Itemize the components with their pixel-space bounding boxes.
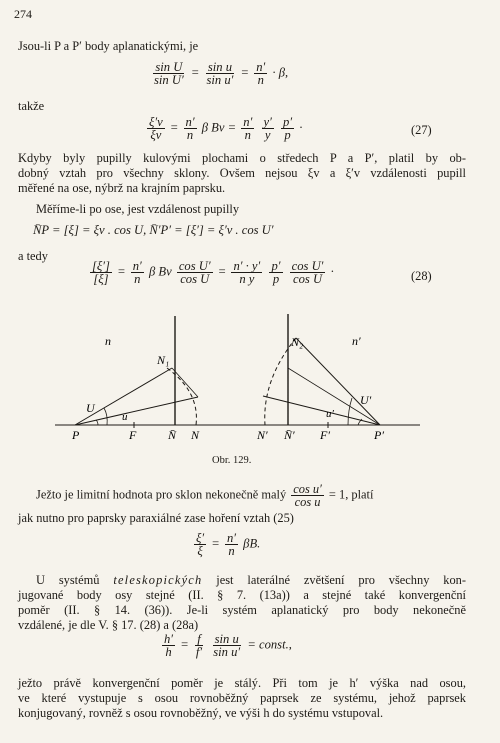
text-emphasis: teleskopických [113,573,203,587]
frac-num: n′ [226,531,237,545]
frac-den: ξv [150,128,162,142]
frac-den: f′ [195,645,203,659]
frac-num: n′ · y′ [233,259,261,273]
text-line: měřené na ose, nýbrž na krajním paprsku. [18,181,226,195]
frac-den: sin u′ [206,73,234,87]
frac-den: p [284,128,291,142]
frac-den: cos U [180,272,210,286]
word-takze: takže [18,99,45,113]
label-u-prime: u′ [326,408,334,420]
frac-den: n [244,128,251,142]
eq-tail: · [330,264,334,279]
frac-num: n′ [256,60,266,74]
label-N2: N₂ [291,335,304,349]
frac-num: sin U [155,60,183,74]
equation-number-27: (27) [411,123,432,137]
frac-num: n′ [185,115,195,129]
paragraph-axis: Měříme-li po ose, jest vzdálenost pupilly [36,202,240,216]
paragraph-pupils [18,151,466,196]
label-P: P [72,428,80,442]
label-n-left: n [105,334,111,348]
label-U: U [86,401,95,415]
label-N-prime: N′ [257,428,268,442]
paragraph-convergence [18,676,466,721]
text-line: poměr (II. § 14. (36)). Je-li systém aplanatický pro body nekonečně [18,603,466,617]
text-line: vzdálené, je dle V. § 17. (28) a (28a) [18,618,199,632]
text-segment: jest laterálné zvětšení pro všechny kon- [202,573,466,587]
text-line [18,573,466,588]
text-segment: = 1, platí [328,487,374,502]
label-F-prime: F′ [320,428,330,442]
equation-number-28: (28) [411,269,432,283]
label-Nbar: N̄ [168,428,177,442]
equation-25-recalled: $\frac{\xi'}{\xi}$ = $\frac{n'}{n}$ βB. [196,531,261,558]
frac-den: [ξ] [93,272,109,286]
equation-sine-ratio: $\frac{\text{sin U}}{\text{sin U′}}$ = $\frac{\text{sin u}}{\text{sin u′}}$ = $\frac{n'}{n}$ · β, [154,60,289,87]
eq-tail: βB. [243,536,261,551]
text-line: Kdyby byly pupilly kulovými plochami o středech P a P′, platil by ob- [18,151,466,165]
label-N1: N₁ [157,353,170,367]
label-P-prime: P′ [374,428,384,442]
frac-den: y [264,128,271,142]
equation-28: $\frac{[\xi']}{[\xi]}$ = $\frac{n'}{n}$ β Bv $\frac{\text{cos U′}}{\text{cos U}}$ = $\frac{n' \cdot y'}{\text{n y}}$ $\frac{p'}{p}$ $\frac{\text{cos U′}}{\text{cos U}}$ · [92,259,334,286]
text-line: jugované body osy stejné (II. § 7. (13a)) a stejné také konvergenční [18,588,466,602]
frac-num: f [197,632,201,646]
label-U-prime: U′ [360,393,372,407]
paragraph-limit [36,483,373,508]
frac-den: cos u [294,495,321,509]
label-F: F [129,428,137,442]
label-n-right: n′ [352,334,361,348]
text-line: ježto právě konvergenční poměr je stálý. Při tom je h′ výška nad osou, [18,676,466,690]
eq-tail: = const., [247,637,292,652]
frac-num: [ξ′] [92,259,110,273]
angle-U-prime-arc [348,398,352,425]
equation-27: $\frac{\xi'v}{\xi v}$ = $\frac{n'}{n}$ β Bv = $\frac{n'}{n}$ $\frac{y'}{y}$ $\frac{p'}{p}$ · [149,115,303,142]
frac-num: h′ [164,632,174,646]
paragraph-telescopic [18,573,466,633]
frac-num: sin u [207,60,233,74]
eq-tail: · β, [272,65,289,80]
frac-num: ξ′v [149,115,163,129]
eq-mid: β Bv [148,264,172,279]
ray-left-link [172,368,198,397]
frac-den: p [272,272,280,286]
frac-num: p′ [271,259,281,273]
frac-num: cos U′ [178,259,211,273]
eq-tail: · [299,120,303,135]
frac-den: n [257,73,264,87]
frac-den: sin U′ [154,73,184,87]
label-Nbar-prime: N̄′ [284,428,295,442]
frac-den: n [186,128,194,142]
label-N: N [191,428,200,442]
frac-num: p′ [283,115,293,129]
frac-num: ξ′ [196,531,205,545]
frac-num: cos U′ [291,259,324,273]
eq-mid: β Bv = [201,120,237,135]
word-a-tedy: a tedy [18,249,48,263]
figure-caption: Obr. 129. [212,455,252,466]
equation-const: $\frac{h'}{h}$ = $\frac{f}{f'}$ $\frac{\text{sin u}}{\text{sin u′}}$ = const., [164,632,292,659]
text-line: konjugovaný, rovněž s osou rovnoběžný, ve výši h do systému vstupoval. [18,706,384,720]
frac-num: y′ [263,115,272,129]
frac-num: n′ [132,259,142,273]
frac-den: n [228,544,235,558]
text-segment: U systémů [36,573,114,587]
frac-den: ξ [197,544,203,558]
page-number: 274 [14,7,32,21]
label-u: u [122,411,128,423]
ray-right-marginal [296,338,380,425]
frac-den: sin u′ [213,645,241,659]
angle-u-arc [96,420,98,425]
figure-129-diagram [0,300,500,450]
text-segment: Ježto je limitní hodnota pro sklon nekonečně malý [36,487,287,502]
frac-num: cos u′ [293,482,322,496]
pupil-arc-left [167,368,196,425]
frac-num: n′ [243,115,253,129]
paragraph-limit-line2: jak nutno pro paprsky paraxiálné zase hoření vztah (25) [18,511,294,525]
equation-pupil-distance: N̄P = [ξ] = ξv . cos U, N̄′P′ = [ξ′] = ξ′v . cos U′ [33,223,274,237]
frac-den: n y [239,272,255,286]
paragraph-intro: Jsou-li P a P′ body aplanatickými, je [18,39,199,53]
text-line: dobný vztah pro všechny sklony. Ovšem nejsou ξv a ξ′v vzdálenosti pupill [18,166,466,180]
frac-den: cos U [293,272,323,286]
pupil-arc-right [265,338,296,425]
angle-U-arc [104,408,107,425]
frac-den: n [134,272,141,286]
text-line: ve které vystupuje s osou rovnoběžný paprsek ze systému, jehož paprsek [18,691,466,705]
frac-den: h [165,645,172,659]
frac-num: sin u [214,632,239,646]
